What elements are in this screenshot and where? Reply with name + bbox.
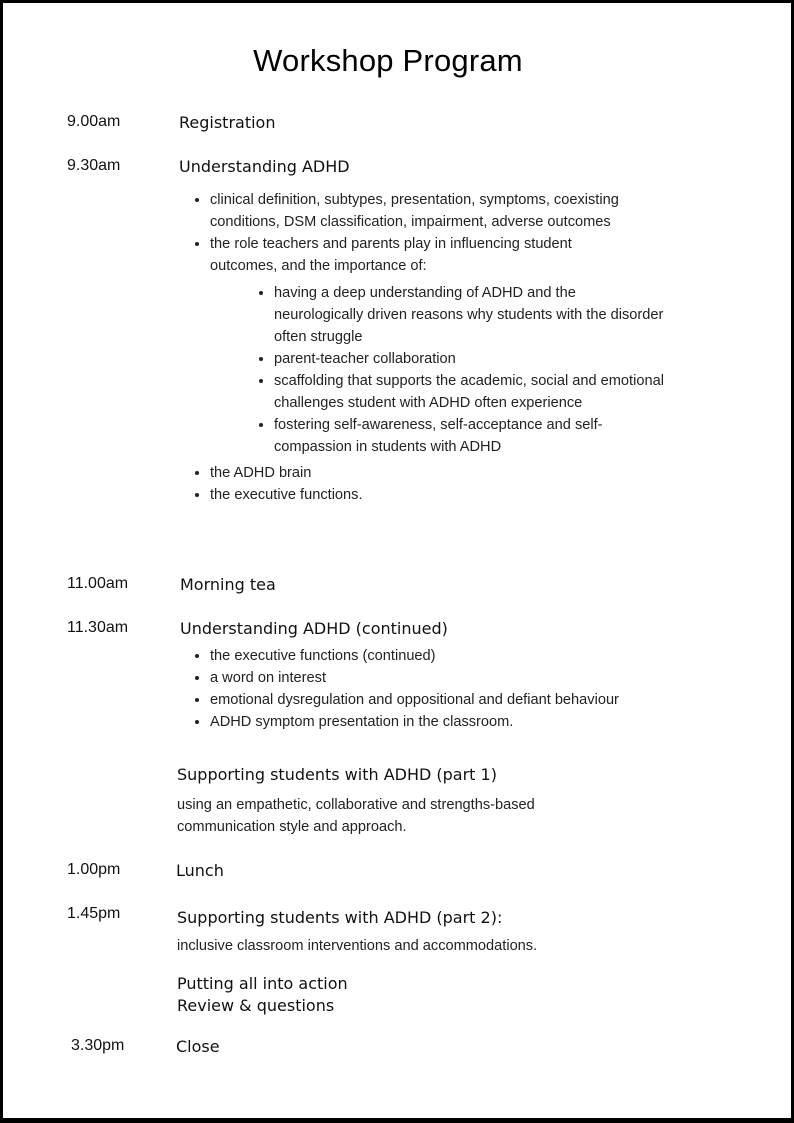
heading-lunch: Lunch: [176, 861, 224, 880]
supporting-part1-text: using an empathetic, collaborative and strengths-based communication style and approach.: [177, 797, 535, 835]
time-understanding-adhd: 9.30am: [67, 157, 121, 174]
heading-registration: Registration: [179, 113, 276, 132]
list-item: the role teachers and parents play in influencing student outcomes, and the importance of: having a deep understanding of ADHD and the neurologically driven reasons why students with the disorder often struggle parent-teacher collaboration scaffolding that supports the academic, social and emotional challenges student with ADHD often experience fostering self-awareness, self-acceptance and self-compassion in students with ADHD: [210, 233, 620, 458]
time-close: 3.30pm: [71, 1037, 125, 1054]
understanding-continued-topics: [210, 645, 630, 733]
list-item: clinical definition, subtypes, presentation, symptoms, coexisting conditions, DSM classification, impairment, adverse outcomes: [210, 189, 620, 233]
sublist-item: parent-teacher collaboration: [274, 348, 666, 370]
time-morning-tea: 11.00am: [67, 575, 129, 592]
heading-putting-into-action: Putting all into action: [177, 974, 348, 993]
list-item: the ADHD brain: [210, 462, 620, 484]
list-item: a word on interest: [210, 667, 630, 689]
heading-supporting-part2: Supporting students with ADHD (part 2):: [177, 908, 503, 927]
heading-supporting-part1: Supporting students with ADHD (part 1): [177, 765, 497, 784]
sublist-item: having a deep understanding of ADHD and the neurologically driven reasons why students with the disorder often struggle: [274, 282, 666, 348]
sublist-item: fostering self-awareness, self-acceptance and self-compassion in students with ADHD: [274, 414, 666, 458]
supporting-part2-text: inclusive classroom interventions and accommodations.: [177, 938, 538, 954]
importance-sublist: [274, 282, 666, 458]
list-item: the executive functions (continued): [210, 645, 630, 667]
understanding-adhd-topics: [210, 189, 664, 506]
time-understanding-continued: 11.30am: [67, 619, 129, 636]
time-supporting-part2: 1.45pm: [67, 905, 121, 922]
page-title: Workshop Program: [253, 43, 523, 78]
sublist-item: scaffolding that supports the academic, social and emotional challenges student with ADHD often experience: [274, 370, 666, 414]
heading-understanding-adhd: Understanding ADHD: [179, 157, 350, 176]
list-item: the executive functions.: [210, 484, 620, 506]
heading-review-questions: Review & questions: [177, 996, 335, 1015]
list-item: emotional dysregulation and oppositional and defiant behaviour: [210, 689, 630, 711]
heading-understanding-continued: Understanding ADHD (continued): [180, 619, 448, 638]
time-registration: 9.00am: [67, 113, 121, 130]
time-lunch: 1.00pm: [67, 861, 121, 878]
list-item: ADHD symptom presentation in the classroom.: [210, 711, 630, 733]
heading-morning-tea: Morning tea: [180, 575, 276, 594]
heading-close: Close: [176, 1037, 220, 1056]
